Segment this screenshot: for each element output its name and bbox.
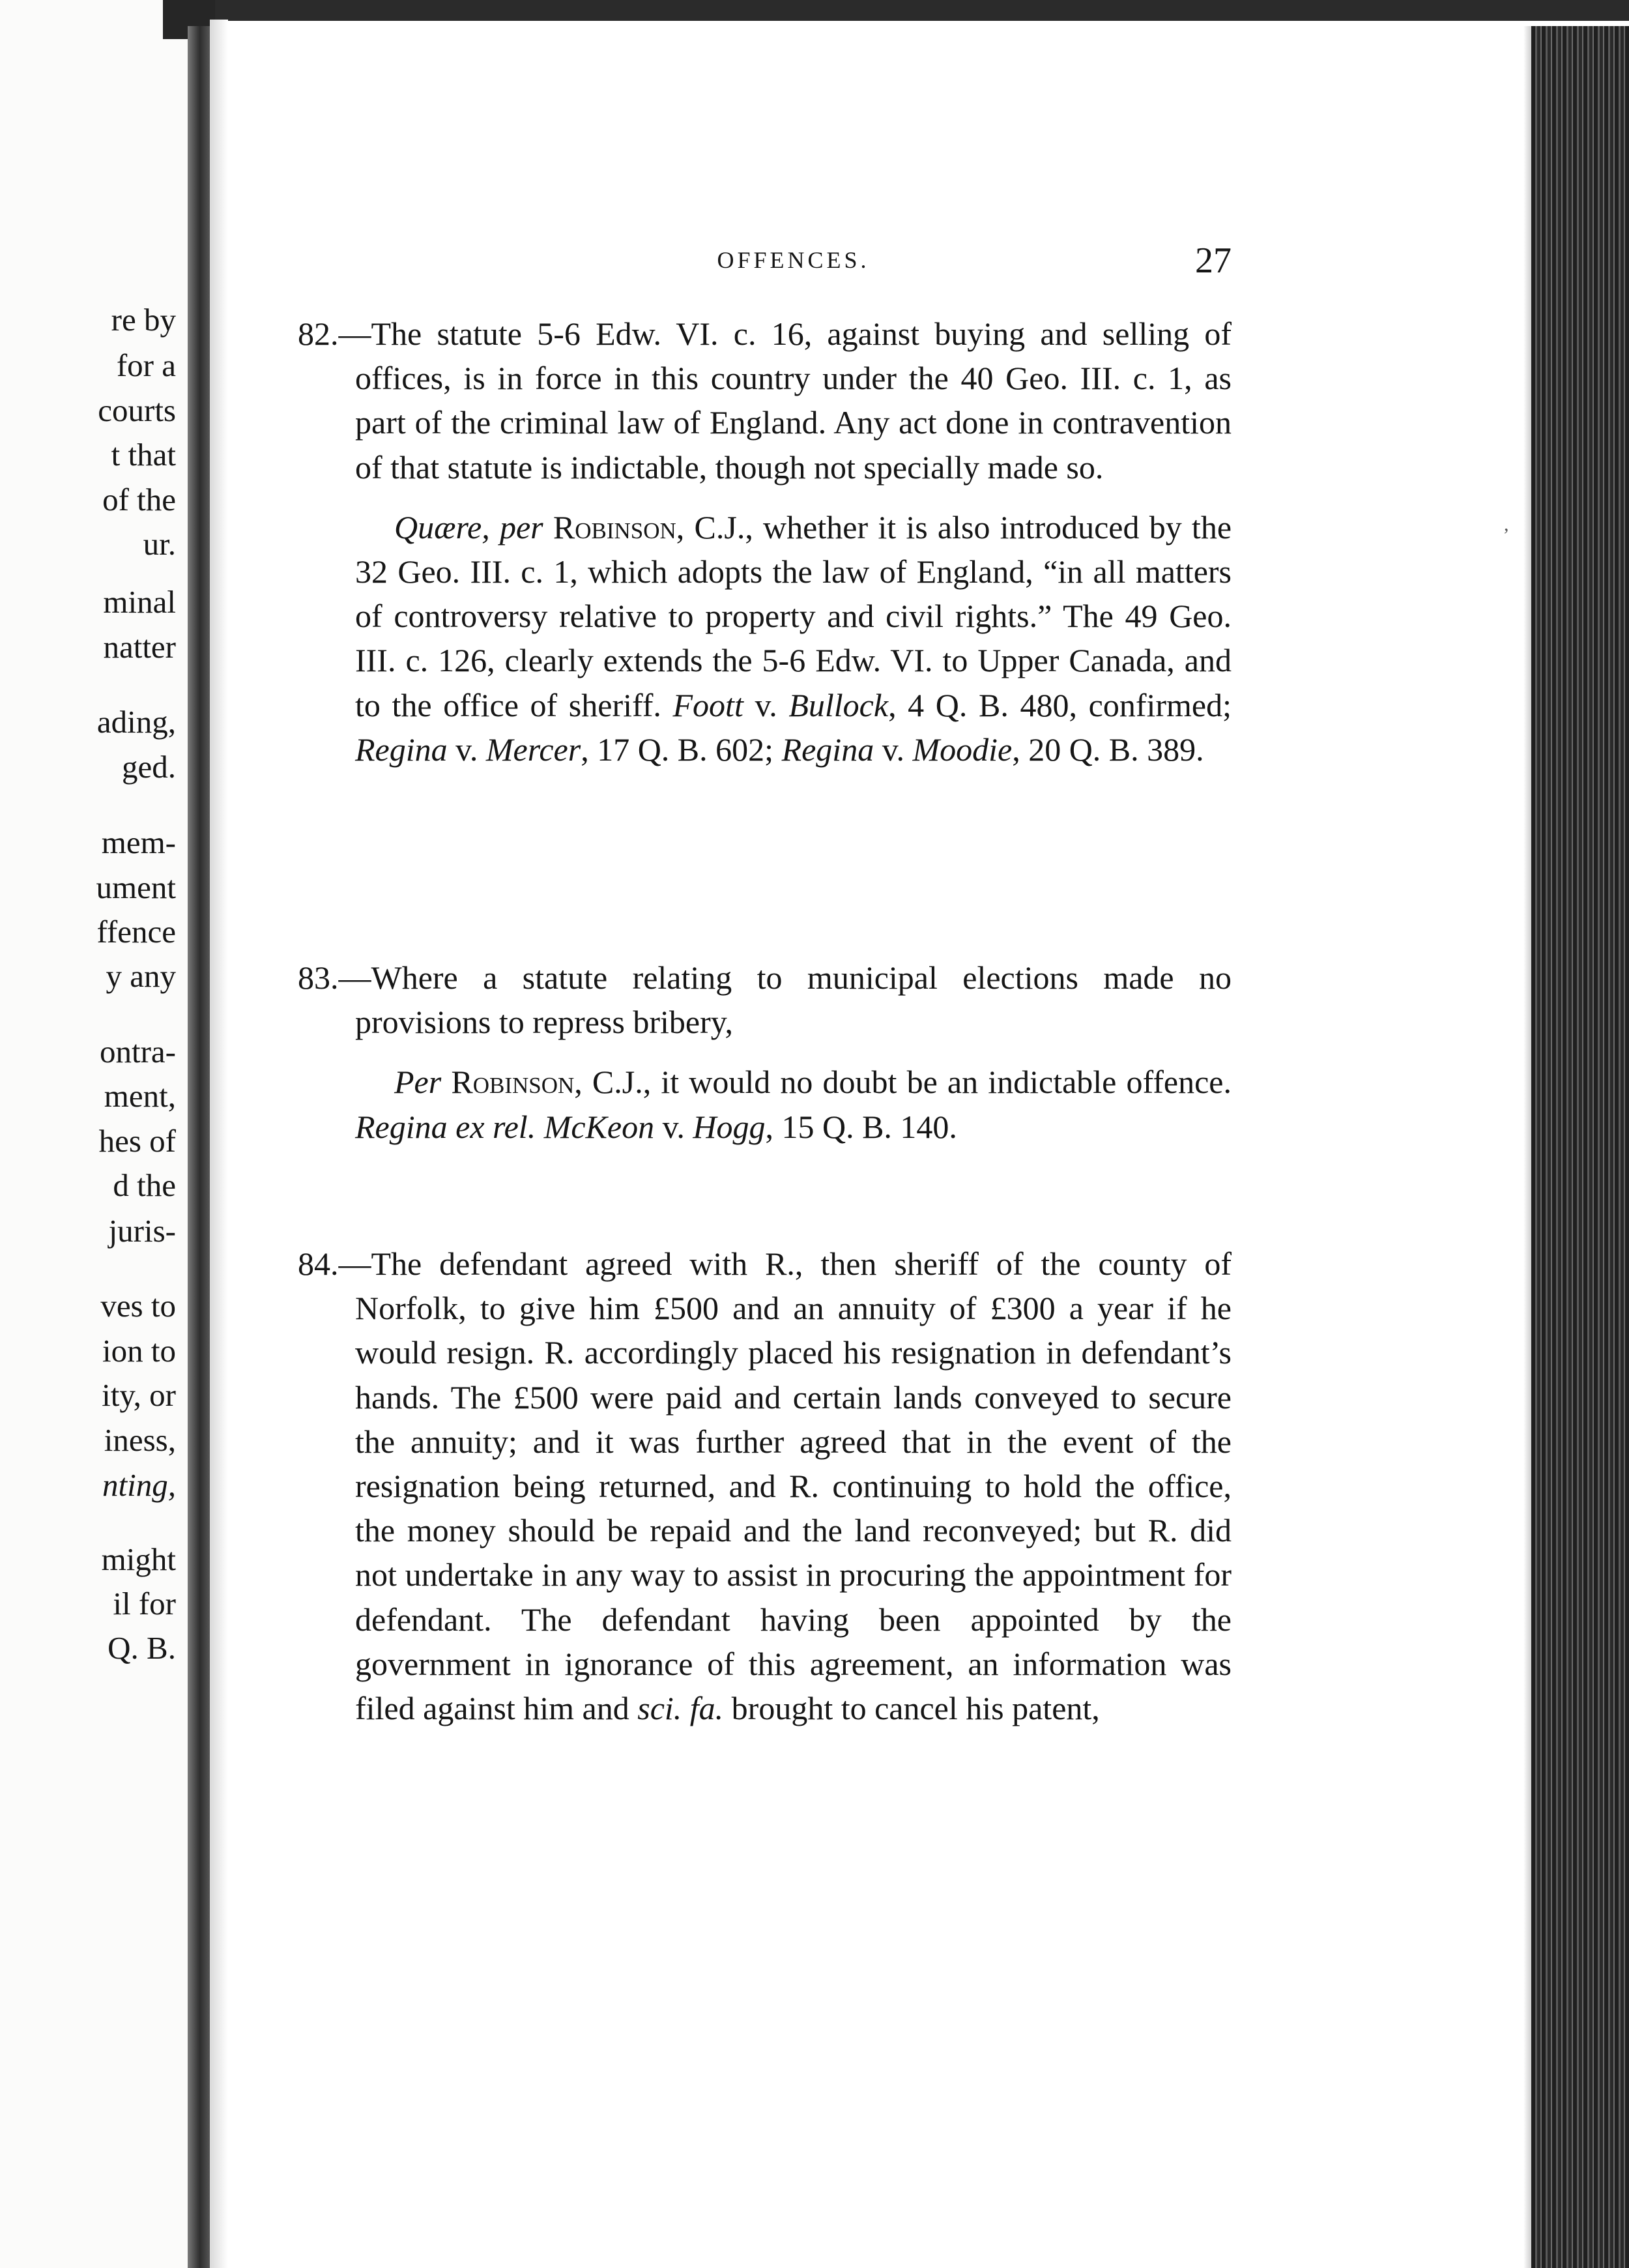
facing-page-line: ontra- <box>100 1034 176 1069</box>
facing-page-line: Q. B. <box>108 1630 176 1666</box>
text-run: v. <box>654 1108 693 1145</box>
text-run: , 4 Q. B. 480, confirmed; <box>888 686 1232 723</box>
running-title: OFFENCES. <box>717 247 870 273</box>
facing-page-line: courts <box>98 392 176 428</box>
italic-run: sci. fa. <box>637 1690 724 1727</box>
italic-run: Per <box>394 1064 442 1101</box>
facing-page-line: mem- <box>101 824 176 860</box>
facing-page-line: il for <box>113 1586 176 1621</box>
scan-top-border <box>210 0 1629 21</box>
margin-mark: , <box>1504 514 1509 535</box>
text-run: v. <box>874 731 913 768</box>
text-run: v. <box>447 731 486 768</box>
text-run: brought to cancel his patent, <box>723 1690 1100 1727</box>
facing-page-line: hes of <box>98 1123 176 1159</box>
facing-page-line: ves to <box>100 1288 176 1324</box>
facing-page-line: ity, or <box>102 1377 176 1413</box>
text-run: , 15 Q. B. 140. <box>765 1108 957 1145</box>
page-number: 27 <box>1195 240 1232 281</box>
entry-statement <box>298 955 1232 1044</box>
entry-83 <box>298 955 1232 1149</box>
italic-run: Moodie <box>912 731 1013 768</box>
text-run <box>543 509 553 545</box>
italic-run: Regina <box>781 731 874 768</box>
text-run: , C.J., whether it is also introduced by the 32 Geo. III. c. 1, which adopts the law of England, “in all matters of controversy relative to property and civil rights.” The 49 Geo. III. c. 126, clearly extends the 5-6 Edw. VI. to Upper Canada, and to the office of sheriff. <box>355 508 1232 723</box>
facing-page-line: of the <box>102 482 176 517</box>
facing-page-line: nting, <box>102 1467 176 1503</box>
text-run: v. <box>743 686 789 723</box>
italic-run: Mercer <box>485 731 581 768</box>
facing-page-line: y any <box>106 958 176 994</box>
facing-page-line: ur. <box>143 526 176 562</box>
small-caps-run: Robinson <box>451 1064 575 1101</box>
facing-page-line: ffence <box>96 914 176 950</box>
entry-82 <box>298 312 1232 772</box>
text-run: 82.—The statute 5-6 Edw. VI. c. 16, against buying and selling of offices, is in force in this country under the 40 Geo. III. c. 1, as part of the criminal law of England. Any act done in contravention of that statute is indictable, though not specially made so. <box>298 315 1232 486</box>
facing-page-line: natter <box>103 629 176 665</box>
entry-statement <box>298 312 1232 489</box>
italic-run: Regina <box>355 731 448 768</box>
entry-note <box>355 505 1232 772</box>
text-run: 84.—The defendant agreed with R., then sheriff of the county of Norfolk, to give him £500 and an annuity of £300 a year if he would resign. R. accordingly placed his resignation in defendant’s hands. The £500 were paid and certain lands conveyed to secure the annuity; and it was further agreed that in the event of the resignation being returned, and R. continuing to hold the office, the money should be repaid and the land reconveyed; but R. did not undertake in any way to assist in procuring the appointment for defendant. The defendant having been appointed by the government in ignorance of this agreement, an information was filed against him and <box>298 1245 1232 1727</box>
small-caps-run: Robinson <box>553 508 676 545</box>
italic-run: Bullock <box>788 686 889 723</box>
italic-run: Hogg <box>693 1108 766 1145</box>
italic-run: Foott <box>672 686 743 723</box>
book-page-edges <box>1531 26 1629 2268</box>
facing-page-line: iness, <box>104 1422 176 1458</box>
facing-page-line: re by <box>111 302 176 338</box>
facing-page-line: minal <box>103 584 176 620</box>
text-run: 83.—Where a statute relating to municipal elections made no provisions to repress bribery, <box>298 959 1232 1041</box>
facing-page-fragment <box>0 0 190 2268</box>
spine-shadow <box>210 20 228 2268</box>
italic-run: Regina ex rel. McKeon <box>355 1108 655 1145</box>
text-run <box>441 1064 451 1100</box>
facing-page-line: ument <box>96 869 176 905</box>
facing-page-line: for a <box>116 347 176 383</box>
entry-84 <box>298 1242 1232 1730</box>
page-header <box>355 240 1232 285</box>
entry-note <box>355 1060 1232 1148</box>
facing-page-line: juris- <box>108 1213 176 1249</box>
entry-statement <box>298 1242 1232 1730</box>
facing-page-line: might <box>101 1541 176 1577</box>
text-run: , 17 Q. B. 602; <box>581 731 782 768</box>
facing-page-line: d the <box>113 1167 176 1203</box>
facing-page-line: ading, <box>96 704 176 740</box>
facing-page-line: ged. <box>122 749 176 785</box>
italic-run: Quære, per <box>394 508 543 545</box>
facing-page-line: t that <box>111 437 176 472</box>
text-run: , 20 Q. B. 389. <box>1012 731 1204 768</box>
facing-page-line: ion to <box>102 1333 176 1369</box>
text-run: , C.J., it would no doubt be an indictable offence. <box>574 1064 1232 1101</box>
book-gutter <box>188 26 210 2268</box>
facing-page-line: ment, <box>104 1078 176 1114</box>
